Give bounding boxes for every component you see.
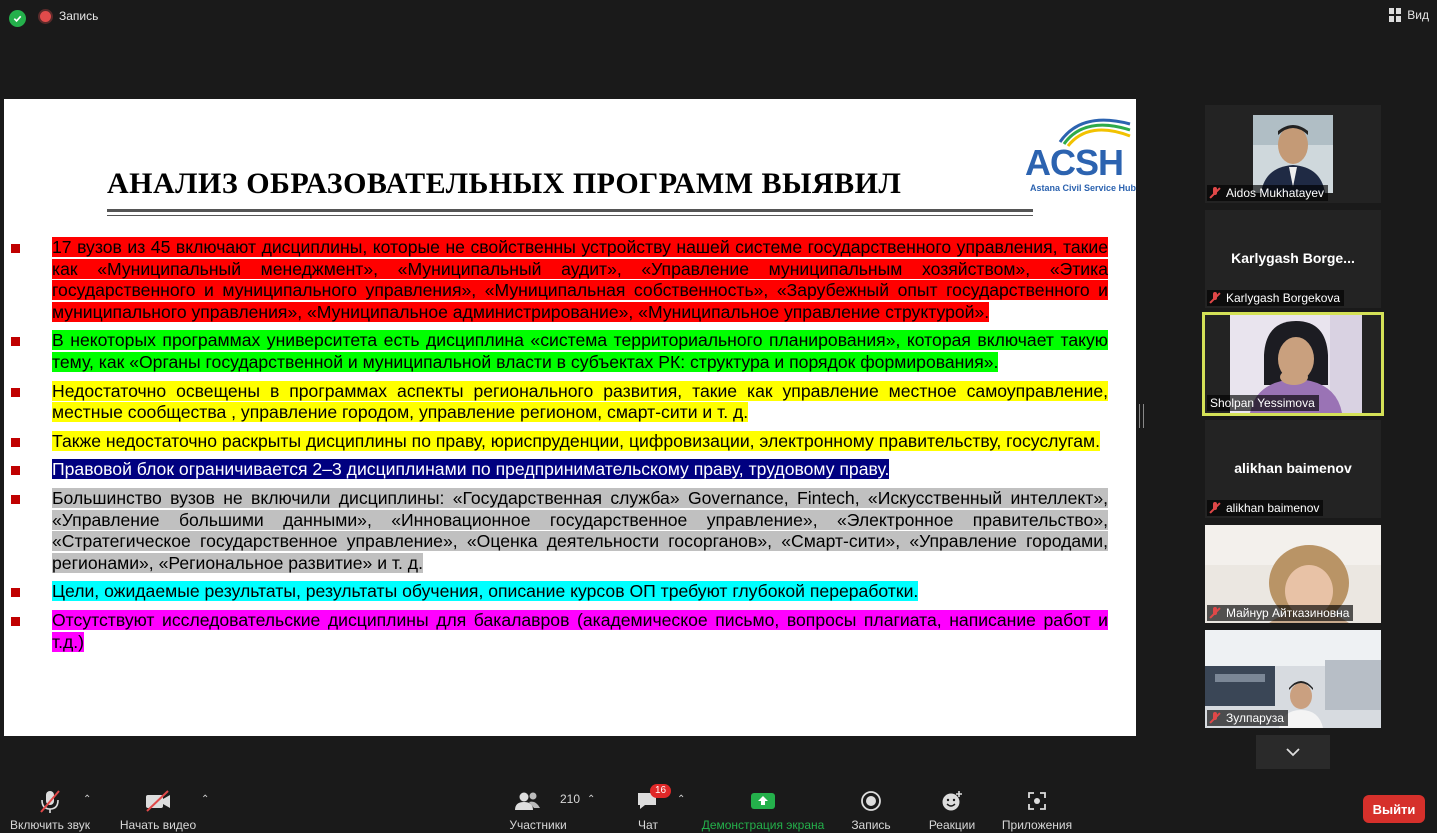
record-icon [860,786,882,816]
reactions-button[interactable]: Реакции [928,778,976,833]
unmute-button[interactable]: Включить звук [8,778,92,833]
finding-text: Также недостаточно раскрыты дисциплины по праву, юриспруденции, цифровизации, электронному правительству, госуслугам. [52,430,1101,451]
participants-button[interactable]: 210 Участники [508,778,568,833]
chat-options-caret-icon[interactable]: ⌃ [677,794,686,805]
start-video-button[interactable]: Начать видео [120,778,196,833]
participant-name-label: Sholpan Yessimova [1207,395,1319,411]
finding-text: Недостаточно освещены в программах аспекты регионального развития, такие как управление местное самоуправление, местные сообщества , управление городом, управление регионом, смарт-сити и т. д. [52,380,1108,423]
finding-text: Правовой блок ограничивается 2–3 дисциплинами по предпринимательскому праву, трудовому праву. [52,459,890,480]
reactions-smiley-icon [940,786,964,816]
participant-tile-active-speaker[interactable] [1202,312,1384,416]
title-underline-thin [107,215,1033,216]
finding-text: 17 вузов из 45 включают дисциплины, которые не свойственны устройству нашей системе государственного управления, такие как «Муниципальный менеджмент», «Муниципальный аудит», «Управление муниципальным хозяйством», «Этика государственного и муниципального управления», «Муниципальная собственность», «Зарубежный опыт государственного и муниципального управления», «Муниципальное администрирование», «Муниципальное управление структурой». [52,237,1108,322]
view-button[interactable] [1389,8,1429,22]
view-label: Вид [1407,8,1429,22]
recording-dot-icon [40,11,51,22]
chat-button[interactable]: 16 Чат [628,778,668,833]
finding-item [48,330,1108,373]
acsh-logo [1020,112,1136,196]
participant-tile[interactable] [1205,420,1381,518]
slide-title: АНАЛИЗ ОБРАЗОВАТЕЛЬНЫХ ПРОГРАММ ВЫЯВИЛ [107,167,902,200]
participant-tile[interactable] [1205,525,1381,623]
muted-mic-icon [1210,187,1220,199]
share-screen-icon [750,786,776,816]
shared-screen-slide [4,99,1136,736]
video-off-icon [144,786,172,816]
participant-tile[interactable] [1205,630,1381,728]
finding-text: В некоторых программах университета есть дисциплина «система территориального планирования», которая включает такую тему, как «Органы государственной и муниципальной власти в субъектах РК: структура и порядок формирования». [52,330,1108,372]
participant-display-name: Karlygash Borge... [1231,250,1355,266]
finding-item [48,381,1108,424]
participant-tile[interactable] [1205,210,1381,308]
apps-icon [1026,786,1048,816]
recording-indicator[interactable] [40,9,98,23]
participant-name-label: Майнур Айтказиновна [1207,605,1353,621]
finding-item [48,459,1108,481]
muted-mic-icon [1210,712,1220,724]
meeting-top-bar [0,0,1437,38]
logo-text: ACSH [1025,142,1124,183]
finding-text: Большинство вузов не включили дисциплины: «Государственная служба» Governance, Fintech, «Искусственный интеллект», «Управление большими данными», «Инновационное государственное управление», «Электронное правительство», «Стратегическое государственное управление», «Оценка деятельности госорганов», «Смарт-сити», «Управление городами, регионами», «Региональное развитие» и т. д. [52,487,1108,573]
finding-item [48,610,1108,653]
participants-scroll-down-button[interactable] [1256,735,1330,769]
finding-text: Отсутствуют исследовательские дисциплины для бакалавров (академическое письмо, вопросы плагиата, написание работ и т.д.) [52,609,1108,652]
findings-list [48,237,1108,660]
meeting-toolbar [0,778,1437,833]
title-underline [107,209,1033,212]
muted-microphone-icon [37,786,63,816]
leave-meeting-button[interactable]: Выйти [1363,795,1425,823]
participant-video [1253,115,1333,193]
finding-item [48,581,1108,603]
participant-name-label: alikhan baimenov [1207,500,1323,516]
panel-resize-handle[interactable] [1139,404,1144,428]
finding-item [48,488,1108,574]
participant-tile[interactable] [1205,105,1381,203]
security-shield-icon[interactable] [9,10,26,27]
participant-name-label: Aidos Mukhatayev [1207,185,1328,201]
participant-display-name: alikhan baimenov [1234,460,1352,476]
finding-item [48,237,1108,323]
finding-text: Цели, ожидаемые результаты, результаты обучения, описание курсов ОП требуют глубокой переработки. [52,581,919,602]
video-options-caret-icon[interactable]: ⌃ [201,794,210,805]
apps-button[interactable]: Приложения [1000,778,1074,833]
record-button[interactable]: Запись [849,778,893,833]
audio-options-caret-icon[interactable]: ⌃ [83,794,92,805]
chat-unread-badge: 16 [650,784,671,798]
participants-count: 210 [560,792,581,806]
recording-label: Запись [59,9,99,23]
grid-view-icon [1389,8,1401,22]
share-screen-button[interactable]: Демонстрация экрана [701,778,825,833]
muted-mic-icon [1210,292,1220,304]
logo-subtitle: Astana Civil Service Hub [1030,183,1136,193]
muted-mic-icon [1210,502,1220,514]
participant-name-label: Karlygash Borgekova [1207,290,1344,306]
chevron-down-icon [1286,748,1300,757]
participants-icon [534,786,581,816]
participants-options-caret-icon[interactable]: ⌃ [587,794,596,805]
finding-item [48,431,1108,453]
participant-name-label: Зулпаруза [1207,710,1288,726]
muted-mic-icon [1210,607,1220,619]
